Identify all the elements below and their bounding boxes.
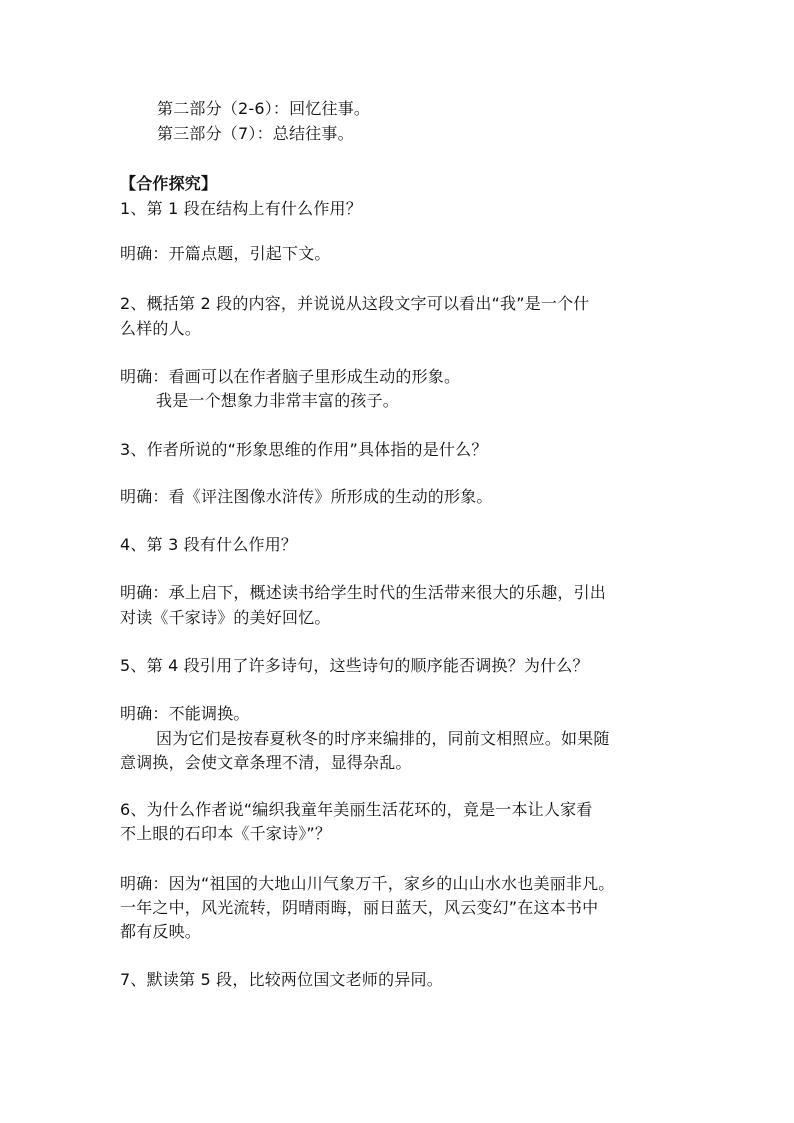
question-1-line-1: 1、第 1 段在结构上有什么作用？ xyxy=(120,199,362,218)
question-6-line-1: 6、为什么作者说“编织我童年美丽生活花环的，竟是一本让人家看 xyxy=(120,800,593,819)
answer-2-line-2: 我是一个想象力非常丰富的孩子。 xyxy=(156,391,400,410)
answer-6-line-1: 明确：因为“祖国的大地山川气象万千，家乡的山山水水也美丽非凡。 xyxy=(120,874,615,893)
structure-part-3: 第三部分（7）：总结往事。 xyxy=(157,124,354,143)
section-heading: 【合作探究】 xyxy=(120,174,218,193)
question-2-line-2: 么样的人。 xyxy=(120,319,202,338)
question-3-line-1: 3、作者所说的“形象思维的作用”具体指的是什么？ xyxy=(120,440,488,459)
answer-1-line-1: 明确：开篇点题，引起下文。 xyxy=(120,244,331,263)
question-6-line-2: 不上眼的石印本《千家诗》”？ xyxy=(120,824,332,843)
question-4-line-1: 4、第 3 段有什么作用？ xyxy=(120,535,298,554)
answer-5-line-3: 意调换，会使文章条理不清，显得杂乱。 xyxy=(120,753,412,772)
answer-4-line-2: 对读《千家诗》的美好回忆。 xyxy=(120,608,331,627)
answer-5-line-1: 明确：不能调换。 xyxy=(120,704,250,723)
answer-4-line-1: 明确：承上启下，概述读书给学生时代的生活带来很大的乐趣，引出 xyxy=(120,583,607,602)
answer-2-line-1: 明确：看画可以在作者脑子里形成生动的形象。 xyxy=(120,367,461,386)
question-7-line-1: 7、默读第 5 段，比较两位国文老师的异同。 xyxy=(120,970,443,989)
question-5-line-1: 5、第 4 段引用了许多诗句，这些诗句的顺序能否调换？为什么？ xyxy=(120,656,589,675)
answer-6-line-2: 一年之中，风光流转，阴晴雨晦，丽日蓝天，风云变幻”在这本书中 xyxy=(120,898,599,917)
structure-part-2: 第二部分（2-6）：回忆往事。 xyxy=(157,99,371,118)
answer-6-line-3: 都有反映。 xyxy=(120,922,202,941)
answer-5-line-2: 因为它们是按春夏秋冬的时序来编排的，同前文相照应。如果随 xyxy=(156,729,610,748)
answer-3-line-1: 明确：看《评注图像水浒传》所形成的生动的形象。 xyxy=(120,487,493,506)
question-2-line-1: 2、概括第 2 段的内容，并说说从这段文字可以看出“我”是一个什 xyxy=(120,294,590,313)
